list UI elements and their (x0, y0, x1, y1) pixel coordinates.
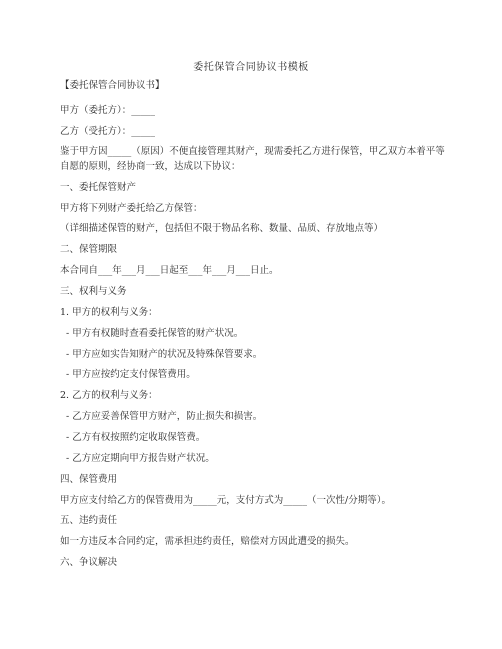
list-item: - 乙方有权按照约定收取保管费。 (66, 432, 206, 443)
paragraph: （详细描述保管的财产，包括但不限于物品名称、数量、品质、存放地点等） (60, 223, 384, 234)
sub-heading: 2. 乙方的权利与义务： (60, 390, 158, 401)
clause-heading: 三、权利与义务 (60, 286, 127, 297)
paragraph: 本合同自___年___月___日起至___年___月___日止。 (60, 265, 279, 276)
clause-heading: 六、争议解决 (60, 557, 118, 568)
party-a-line: 甲方（委托方）：_____ (60, 105, 156, 116)
list-item: - 甲方应如实告知财产的状况及特殊保管要求。 (66, 349, 263, 360)
list-item: - 乙方应妥善保管甲方财产，防止损失和损害。 (66, 411, 263, 422)
list-item: - 甲方应按约定支付保管费用。 (66, 369, 196, 380)
sub-heading: 1. 甲方的权利与义务： (60, 307, 158, 318)
preamble-paragraph: 鉴于甲方因_____（原因）不便直接管理其财产，现需委托乙方进行保管，甲乙双方本着平等自愿的原则，经协商一致，达成以下协议： (60, 146, 445, 172)
clause-heading: 二、保管期限 (60, 244, 118, 255)
clause-heading: 四、保管费用 (60, 474, 118, 485)
paragraph: 如一方违反本合同约定，需承担违约责任，赔偿对方因此遭受的损失。 (60, 536, 355, 547)
paragraph: 甲方应支付给乙方的保管费用为_____元，支付方式为_____（一次性/分期等）。 (60, 495, 391, 506)
paragraph: 甲方将下列财产委托给乙方保管： (60, 203, 203, 214)
list-item: - 乙方应定期向甲方报告财产状况。 (66, 453, 215, 464)
list-item: - 甲方有权随时查看委托保管的财产状况。 (66, 328, 244, 339)
party-b-line: 乙方（受托方）：_____ (60, 126, 156, 137)
clause-heading: 五、违约责任 (60, 515, 118, 526)
clause-heading: 一、委托保管财产 (60, 182, 137, 193)
section-heading: 【委托保管合同协议书】 (60, 80, 165, 91)
document-title: 委托保管合同协议书模板 (193, 62, 309, 73)
